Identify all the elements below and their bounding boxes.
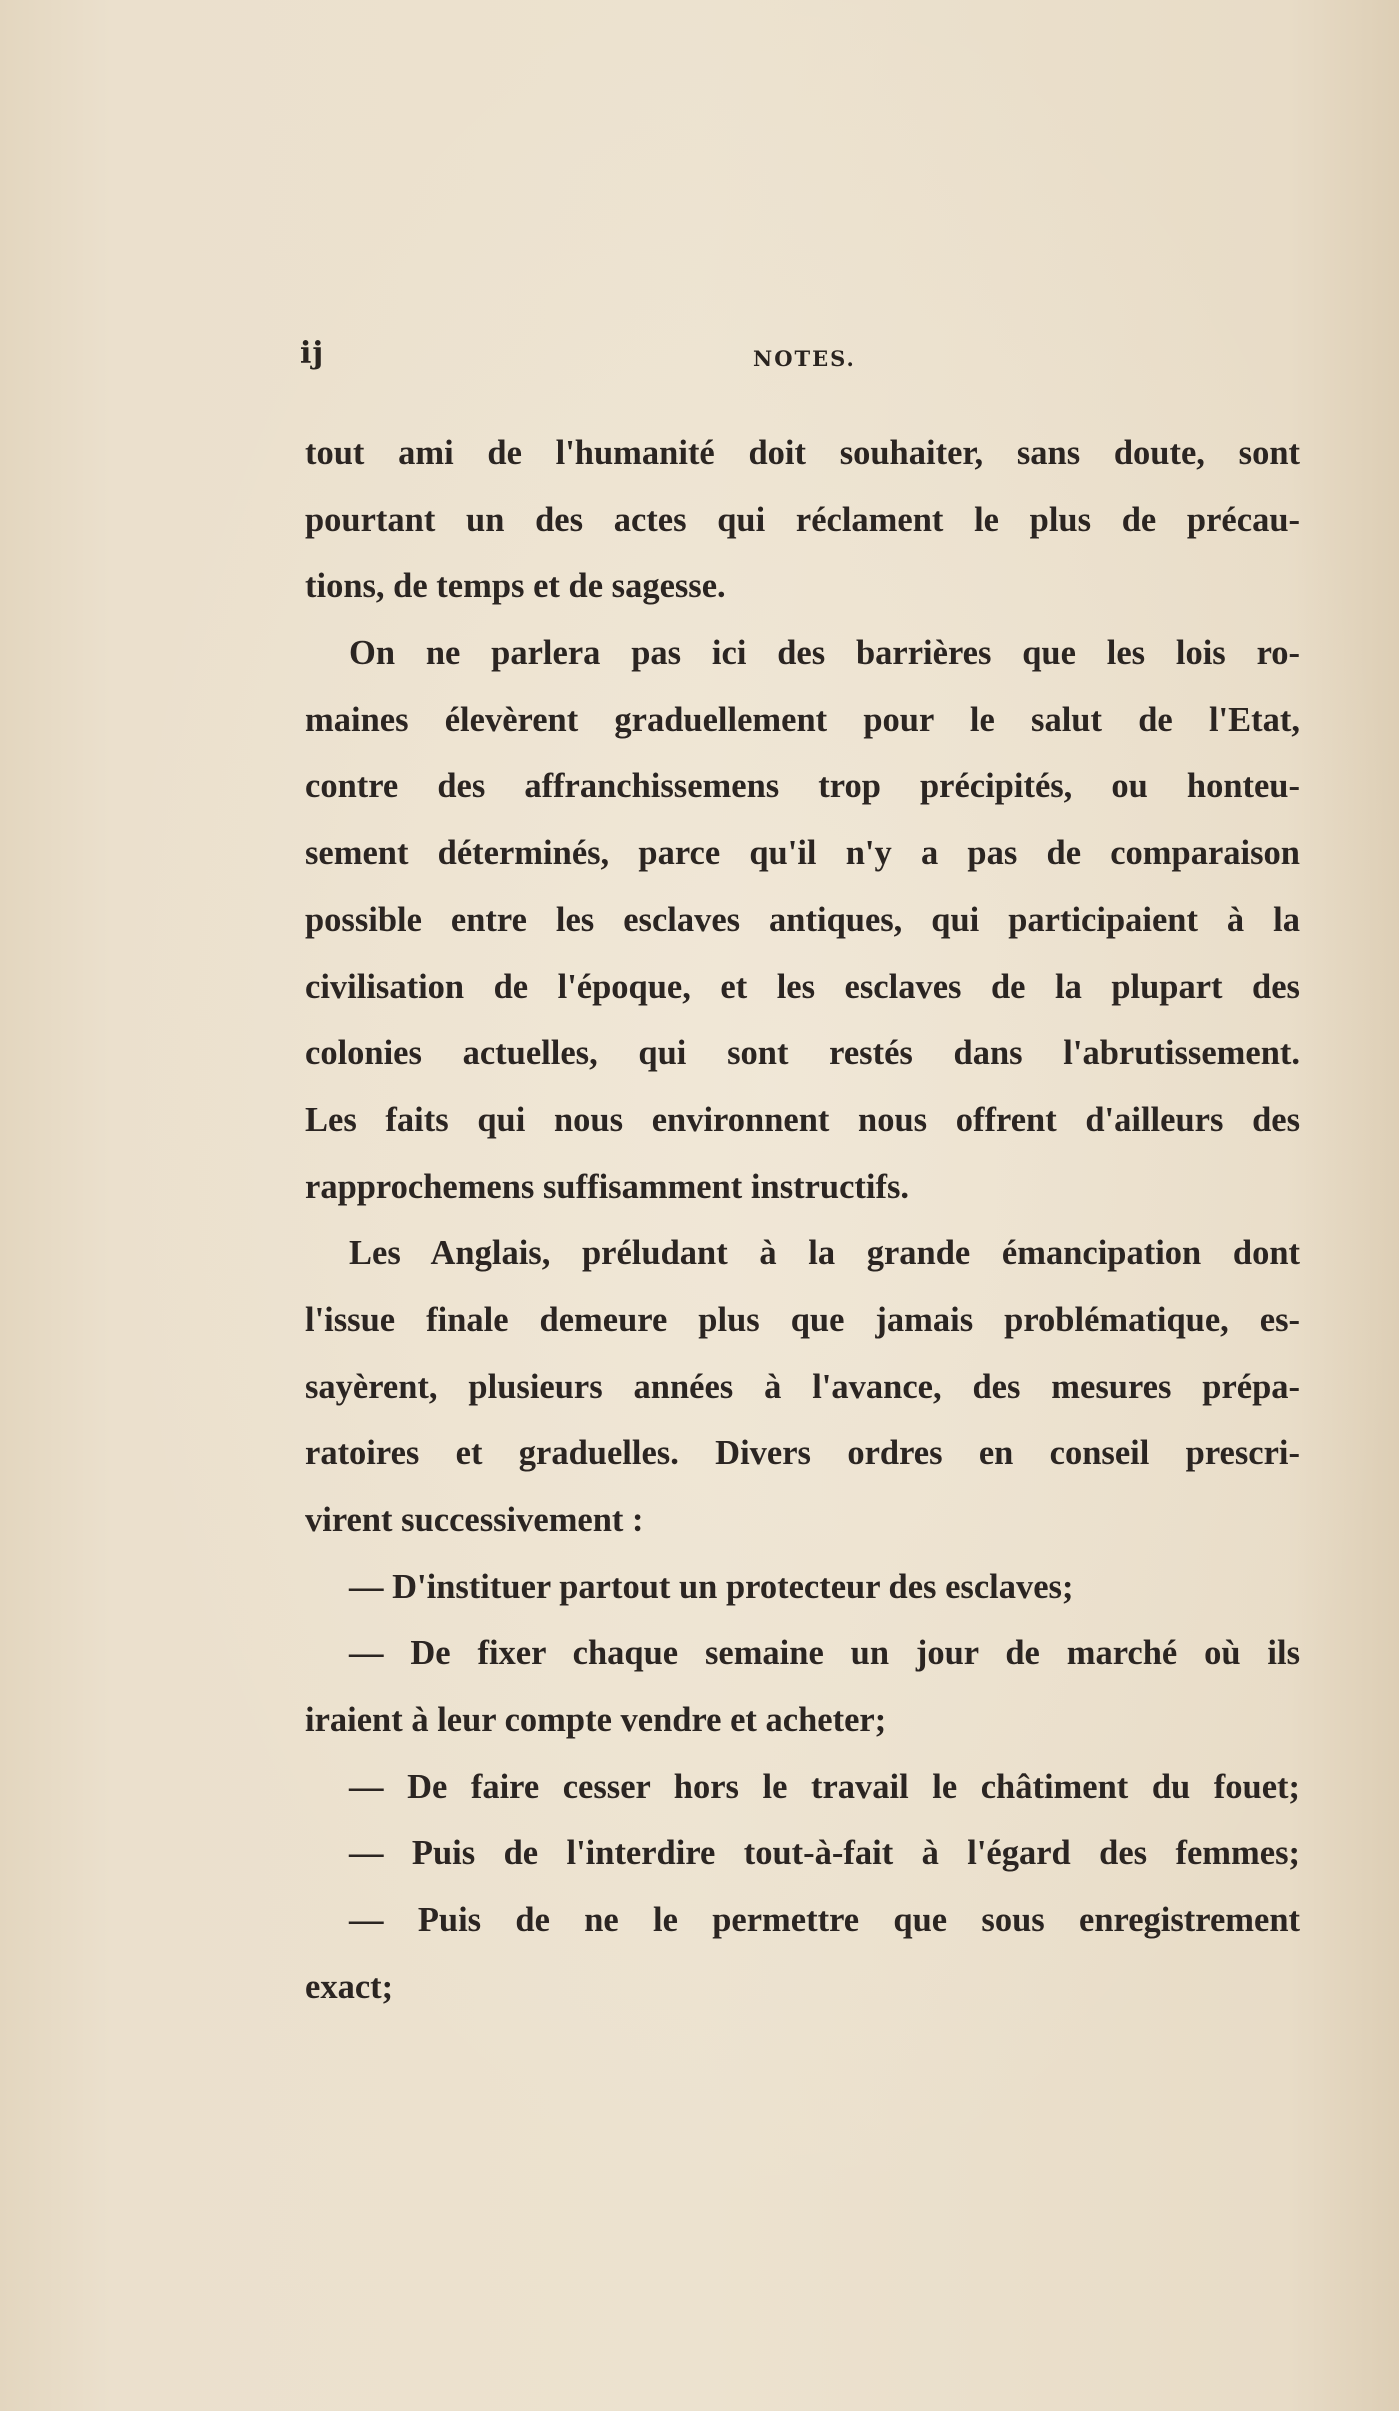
- paragraph-start-line: Les Anglais, préludant à la grande émancipation dont: [349, 1234, 1300, 1273]
- list-item: — D'instituer partout un protecteur des esclaves;: [349, 1567, 1074, 1606]
- page-number: ij: [300, 336, 325, 371]
- text-line: tions, de temps et de sagesse.: [305, 567, 726, 606]
- text-line: pourtant un des actes qui réclament le plus de précau-: [305, 500, 1300, 539]
- text-line: exact;: [305, 1967, 394, 2006]
- text-line: maines élevèrent graduellement pour le salut de l'Etat,: [305, 700, 1300, 739]
- page-header: [300, 336, 1305, 396]
- list-item: — De fixer chaque semaine un jour de marché où ils: [349, 1634, 1300, 1673]
- running-head: NOTES.: [753, 346, 856, 371]
- list-item: — Puis de ne le permettre que sous enregistrement: [349, 1901, 1300, 1940]
- text-line: sement déterminés, parce qu'il n'y a pas de comparaison: [305, 834, 1300, 873]
- list-item: — De faire cesser hors le travail le châtiment du fouet;: [349, 1767, 1300, 1806]
- text-line: colonies actuelles, qui sont restés dans l'abrutissement.: [305, 1034, 1300, 1073]
- text-line: contre des affranchissemens trop précipités, ou honteu-: [305, 767, 1300, 806]
- text-line: iraient à leur compte vendre et acheter;: [305, 1701, 887, 1740]
- text-line: sayèrent, plusieurs années à l'avance, des mesures prépa-: [305, 1367, 1300, 1406]
- text-line: possible entre les esclaves antiques, qui participaient à la: [305, 900, 1300, 939]
- paragraph-start-line: On ne parlera pas ici des barrières que les lois ro-: [349, 634, 1300, 673]
- text-line: ratoires et graduelles. Divers ordres en conseil prescri-: [305, 1434, 1300, 1473]
- text-line: Les faits qui nous environnent nous offrent d'ailleurs des: [305, 1100, 1300, 1139]
- text-line: civilisation de l'époque, et les esclaves de la plupart des: [305, 967, 1300, 1006]
- list-item: — Puis de l'interdire tout-à-fait à l'égard des femmes;: [349, 1834, 1300, 1873]
- text-line: rapprochemens suffisamment instructifs.: [305, 1167, 910, 1206]
- text-line: tout ami de l'humanité doit souhaiter, sans doute, sont: [305, 434, 1300, 472]
- body-text: [305, 420, 1300, 2021]
- text-line: l'issue finale demeure plus que jamais problématique, es-: [305, 1300, 1300, 1339]
- text-line: virent successivement :: [305, 1501, 644, 1539]
